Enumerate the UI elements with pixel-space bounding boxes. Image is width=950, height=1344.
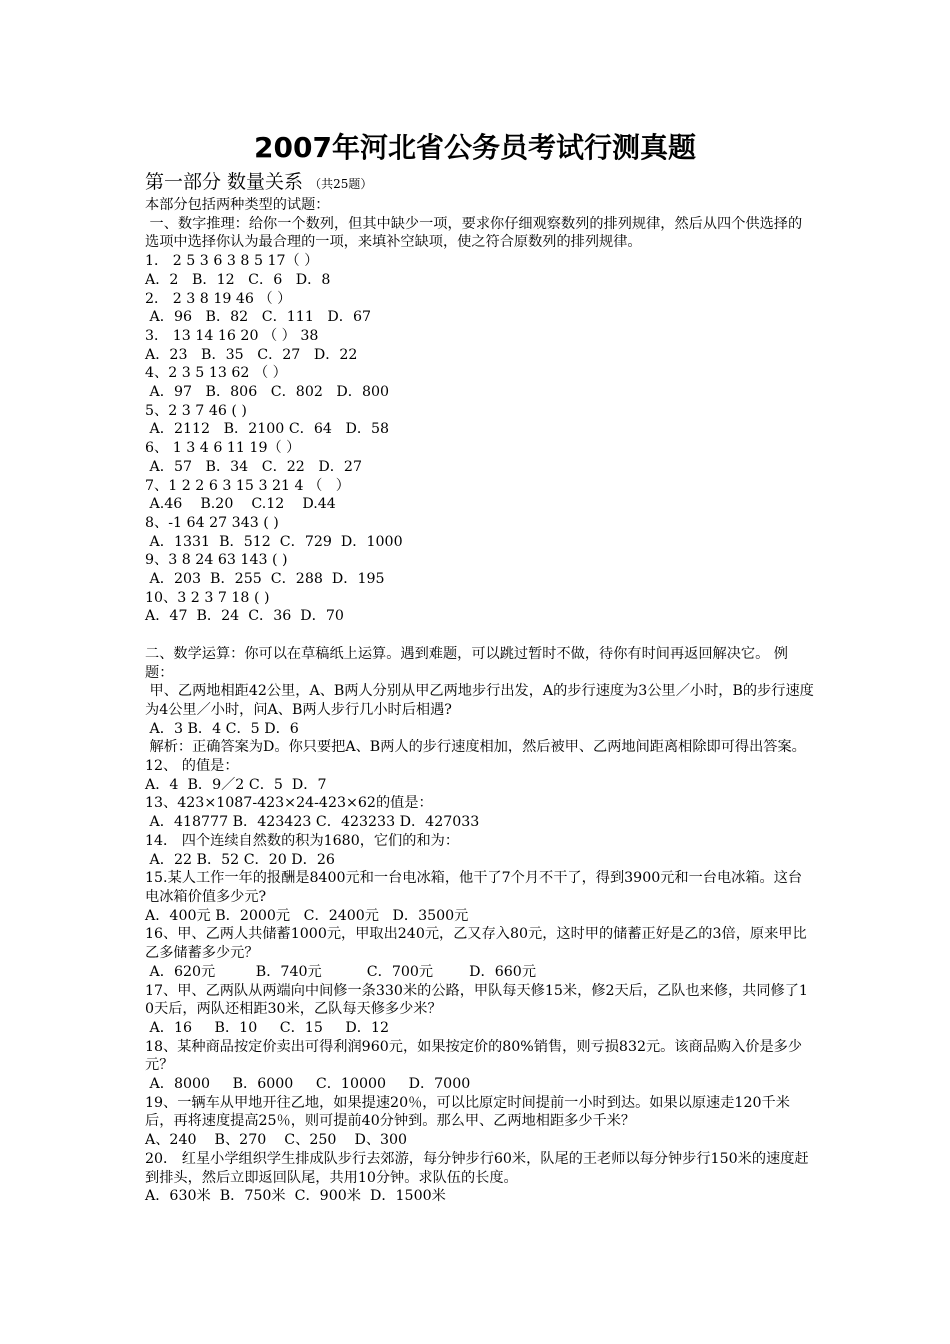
- section2-line: 20． 红星小学组织学生排成队步行去郊游，每分钟步行60米，队尾的王老师以每分钟步行150米的速度赶到排头，然后立即返回队尾，共用10分钟。求队伍的长度。: [145, 1150, 809, 1186]
- section1-line: 9、3 8 24 63 143 ( ): [145, 552, 288, 569]
- document-page: [145, 128, 815, 1206]
- section2-line: A．4 B．9／2 C．5 D．7: [145, 776, 327, 793]
- section2-line: 解析：正确答案为D。你只要把A、B两人的步行速度相加，然后被甲、乙两地间距离相除即可得出答案。: [145, 739, 806, 756]
- part-question-count: （共25题）: [309, 177, 373, 191]
- section2-line: A．22 B．52 C．20 D．26: [145, 851, 335, 868]
- section2-line: 二、数学运算：你可以在草稿纸上运算。遇到难题，可以跳过暂时不做，待你有时间再返回解决它。 例题：: [145, 645, 788, 681]
- section1-line: 5、2 3 7 46 ( ): [145, 402, 247, 419]
- part-heading-text: 第一部分 数量关系: [145, 171, 304, 193]
- section2-line: 17、甲、乙两队从两端向中间修一条330米的公路，甲队每天修15米，修2天后，乙队也来修，共同修了10天后，两队还相距30米，乙队每天修多少米？: [145, 982, 808, 1018]
- section2-line: 13、423×1087-423×24-423×62的值是：: [145, 795, 433, 812]
- section1-line: 1． 2 5 3 6 3 8 5 17（ ）: [145, 253, 319, 270]
- section1-line: A．1331 B．512 C．729 D．1000: [145, 533, 403, 550]
- section2-line: A．16 B．10 C．15 D．12: [145, 1019, 390, 1036]
- section1-line: A．97 B．806 C．802 D．800: [145, 384, 390, 401]
- section-spacer: [145, 626, 815, 645]
- section2-line: 12、 的值是：: [145, 758, 239, 775]
- section1-line: A．2 B．12 C．6 D．8: [145, 271, 331, 288]
- section1-line: 10、3 2 3 7 18 ( ): [145, 589, 270, 606]
- section2-line: A．8000 B．6000 C．10000 D．7000: [145, 1076, 471, 1093]
- section2-line: A．418777 B．423423 C．423233 D．427033: [145, 814, 480, 831]
- section1-line: 6、 1 3 4 6 11 19（ ）: [145, 440, 301, 457]
- section1-line: 一、数字推理：给你一个数列，但其中缺少一项，要求你仔细观察数列的排列规律，然后从四个供选择的选项中选择你认为最合理的一项，来填补空缺项，使之符合原数列的排列规律。: [145, 215, 803, 251]
- section1-line: 2． 2 3 8 19 46 （ ）: [145, 290, 292, 307]
- section-math-operations: [145, 645, 815, 1206]
- section1-line: A．57 B．34 C．22 D．27: [145, 458, 362, 475]
- section2-line: A．3 B．4 C．5 D．6: [145, 720, 299, 737]
- section2-line: A、240 B、270 C、250 D、300: [145, 1132, 408, 1149]
- section-number-series: [145, 196, 815, 626]
- section1-line: A．203 B．255 C．288 D．195: [145, 571, 385, 588]
- section1-line: 4、2 3 5 13 62 （ ）: [145, 365, 287, 382]
- section2-line: 18、某种商品按定价卖出可得利润960元，如果按定价的80%销售，则亏损832元。该商品购入价是多少元？: [145, 1038, 803, 1074]
- section2-line: 14． 四个连续自然数的积为1680，它们的和为：: [145, 832, 460, 849]
- section1-line: A．2112 B．2100 C．64 D．58: [145, 421, 390, 438]
- section2-line: A．620元 B．740元 C．700元 D．660元: [145, 963, 537, 980]
- document-title: 2007年河北省公务员考试行测真题: [254, 131, 696, 164]
- section1-line: 7、1 2 2 6 3 15 3 21 4 （ ）: [145, 477, 350, 494]
- section2-line: 16、甲、乙两人共储蓄1000元，甲取出240元，乙又存入80元，这时甲的储蓄正好是乙的3倍，原来甲比乙多储蓄多少元？: [145, 926, 807, 962]
- section1-line: 8、-1 64 27 343 ( ): [145, 514, 279, 531]
- section1-line: 3． 13 14 16 20 （ ） 38: [145, 327, 319, 344]
- section1-line: A．23 B．35 C．27 D．22: [145, 346, 358, 363]
- section2-line: A．630米 B．750米 C．900米 D．1500米: [145, 1188, 446, 1205]
- section1-line: A．47 B．24 C．36 D．70: [145, 608, 344, 625]
- section2-line: 19、一辆车从甲地开往乙地，如果提速20％，可以比原定时间提前一小时到达。如果以原速走120千米后，再将速度提高25％，则可提前40分钟到。那么甲、乙两地相距多少千米？: [145, 1094, 790, 1130]
- section2-line: 甲、乙两地相距42公里，A、B两人分别从甲乙两地步行出发，A的步行速度为3公里／小时，B的步行速度为4公里／小时，问A、B两人步行几小时后相遇?: [145, 683, 814, 718]
- part-heading: [145, 170, 815, 196]
- section1-line: A.46 B.20 C.12 D.44: [145, 496, 336, 513]
- section2-line: 15.某人工作一年的报酬是8400元和一台电冰箱，他干了7个月不干了，得到3900元和一台电冰箱。这台电冰箱价值多少元?: [145, 870, 803, 905]
- section1-line: 本部分包括两种类型的试题：: [145, 197, 330, 213]
- section1-line: A．96 B．82 C．111 D．67: [145, 309, 371, 326]
- section2-line: A．400元 B．2000元 C．2400元 D．3500元: [145, 907, 469, 924]
